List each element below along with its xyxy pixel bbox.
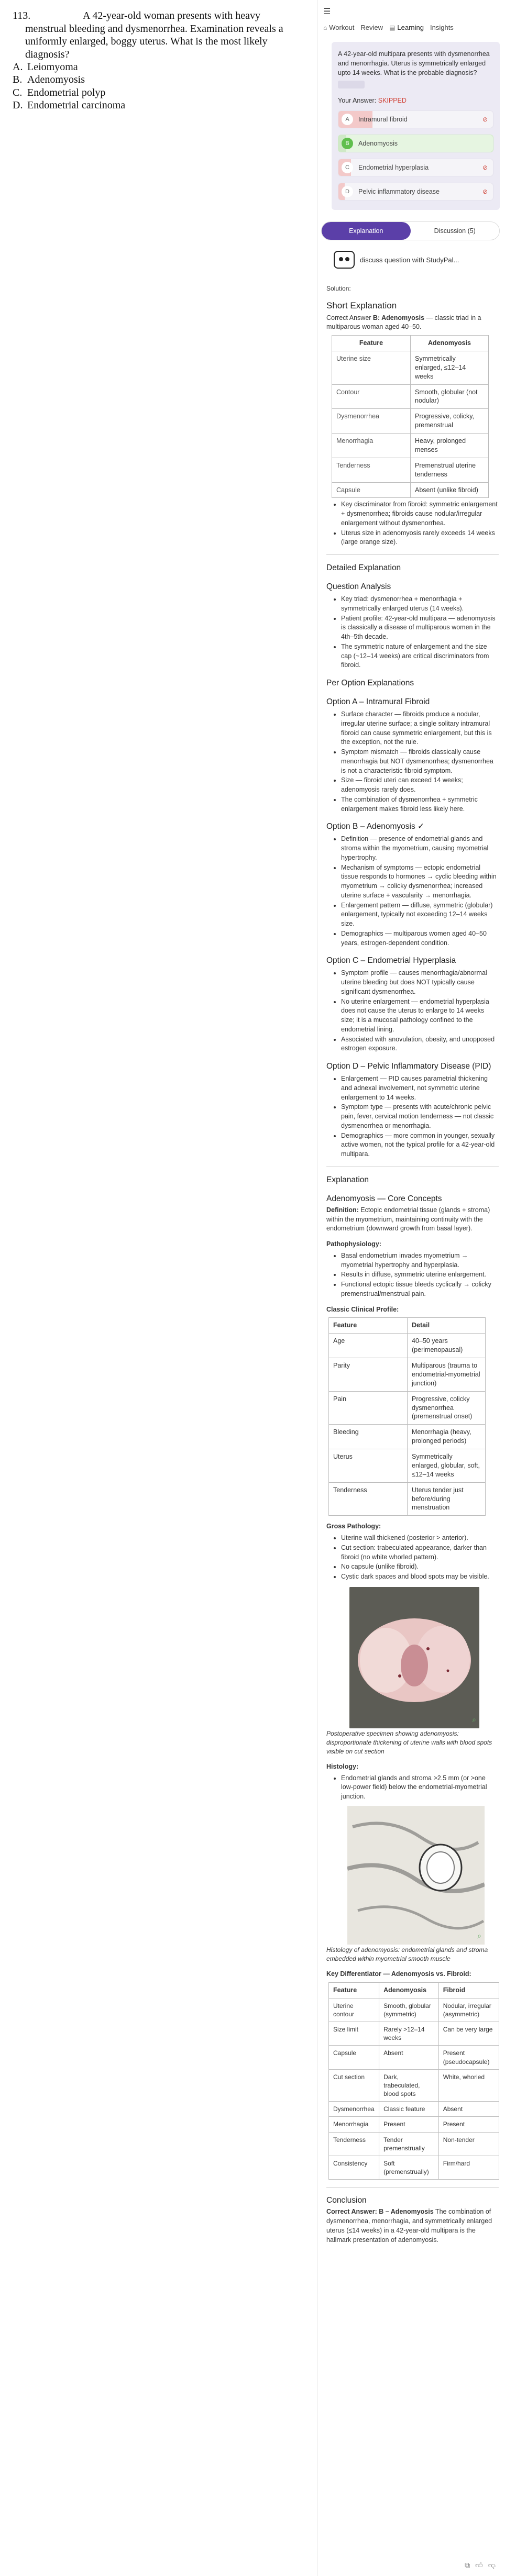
zoom-icon[interactable]: ⌕ — [472, 1715, 476, 1724]
your-answer: Your Answer: SKIPPED — [338, 97, 407, 105]
question-analysis-list: • Key triad: dysmenorrhea + menorrhagia + symmetrically enlarged uterus (14 weeks). • Patient profile: 42-year-old multipara — adenomyosis is classically a disease of multiparous women in the 4th–5th decade. • The symmetric nature of enlargement and the size cap (~12–14 weeks) are critical discriminators from fibroid. — [341, 595, 499, 670]
answer-option-b[interactable]: B Adenomyosis — [338, 135, 493, 152]
gross-caption: Postoperative specimen showing adenomyosis: disproportionate thickening of uterine walls with blood spots visible on cut section — [326, 1729, 492, 1755]
option-a-title: Option A – Intramural Fibroid — [326, 697, 430, 707]
tab-discussion[interactable]: Discussion (5) — [434, 227, 476, 235]
gross-pathology-list: • Uterine wall thickened (posterior > anterior). • Cut section: trabeculated appearance, darker than fibroid (no white whorled pattern). • No capsule (unlike fibroid). • Cystic dark spaces and blood spots may be visible. — [341, 1534, 499, 1582]
question-card-text: A 42-year-old multipara presents with dysmenorrhea and menorrhagia. Uterus is symmetrically enlarged upto 14 weeks. What is the probable diagnosis? — [338, 50, 490, 77]
option-b-list: • Definition — presence of endometrial glands and stroma within the myometrium, causing myometrial hypertrophy. • Mechanism of symptoms — ectopic endometrial tissue responds to hormones → cyclic bleeding within myometrium → colicky dysmenorrhea; increased uterine surface + vascularity → menorrhagia. • Enlargement pattern — diffuse, symmetric (globular) enlargement, typically not exceeding 12–14 weeks size. • Demographics — multiparous women aged 40–50 years, estrogen-dependent condition. — [341, 835, 499, 948]
tab-workout[interactable]: ⌂ Workout — [323, 24, 355, 31]
view-toggle — [321, 221, 500, 240]
explanation-title: Explanation — [326, 1175, 369, 1184]
copy-icon[interactable]: ⧉ — [465, 2561, 470, 2569]
answer-option-a[interactable]: A Intramural fibroid ⊘ — [338, 110, 493, 128]
gross-specimen-image[interactable] — [349, 1587, 479, 1728]
option-b-title: Option B – Adenomyosis ✓ — [326, 822, 425, 831]
answer-option-d[interactable]: D Pelvic inflammatory disease ⊘ — [338, 183, 493, 201]
wrong-icon: ⊘ — [482, 116, 488, 124]
option-a-list: • Surface character — fibroids produce a nodular, irregular uterine surface; a single solitary intramural fibroid can cause symmetric enlargement, but this is the exception, not the rule. • Symptom mismatch — fibroids classically cause menorrhagia but NOT dysmenorrhea; dysmenorrhea is not a characteristic fibroid symptom. • Size — fibroid uteri can exceed 14 weeks; adenomyosis rarely does. • The combination of dysmenorrhea + symmetric enlargement makes fibroid less likely here. — [341, 710, 499, 814]
scan-option-a: A. Leiomyoma — [13, 61, 78, 73]
short-explanation-text: Correct Answer B: Adenomyosis — classic triad in a multiparous woman aged 40–50. — [326, 314, 481, 331]
discuss-with-studypal[interactable]: discuss question with StudyPal... — [334, 251, 500, 269]
divider — [326, 554, 499, 555]
solution-label: Solution: — [326, 285, 351, 293]
histology-caption: Histology of adenomyosis: endometrial glands and stroma embedded within myometrial smooth muscle — [326, 1946, 488, 1962]
conclusion-text: Correct Answer: B – Adenomyosis The combination of dysmenorrhea, menorrhagia, and symmetrically enlarged uterus (≤14 weeks) in a 42-year-old multipara is the hallmark presentation of adenomyosis. — [326, 2208, 492, 2244]
option-d-title: Option D – Pelvic Inflammatory Disease (PID) — [326, 1062, 491, 1071]
thumbs-down-icon[interactable]: 👎︎ — [488, 2561, 496, 2569]
question-text: A 42-year-old woman presents with heavy menstrual bleeding and dysmenorrhea. Examination reveals a uniformly enlarged, boggy uterus. What is the most likely diagnosis? — [25, 10, 283, 60]
home-icon: ⌂ — [323, 24, 327, 31]
study-panel — [317, 0, 505, 2576]
histology-label: Histology: — [326, 1762, 359, 1770]
question-card — [332, 42, 500, 210]
core-concepts-title: Adenomyosis — Core Concepts — [326, 1194, 442, 1203]
date-badge — [338, 81, 365, 88]
pathophysiology-list: • Basal endometrium invades myometrium → myometrial hypertrophy and hyperplasia. • Results in diffuse, symmetric uterine enlargement. • Functional ectopic tissue bleeds cyclically → colicky premenstrual/menstrual pain. — [341, 1251, 499, 1299]
conclusion-title: Conclusion — [326, 2196, 367, 2205]
differentiator-label: Key Differentiator — Adenomyosis vs. Fibroid: — [326, 1970, 471, 1978]
histology-list: • Endometrial glands and stroma >2.5 mm (or >one low-power field) below the endometrial-myometrial junction. — [341, 1774, 499, 1802]
divider — [326, 2187, 499, 2188]
tab-learning[interactable]: ▤ Learning — [389, 24, 424, 31]
hamburger-icon[interactable]: ☰ — [323, 7, 331, 16]
definition: Definition: Ectopic endometrial tissue (glands + stroma) within the myometrium, maintaining continuity with the endometrium (downward growth from basal layer). — [326, 1206, 490, 1233]
option-c-title: Option C – Endometrial Hyperplasia — [326, 956, 456, 965]
option-d-list: • Enlargement — PID causes parametrial thickening and adnexal involvement, not symmetric uterine enlargement to 14 weeks. • Symptom type — presents with acute/chronic pelvic pain, fever, cervical motion tenderness — not classic dysmenorrhea or menorrhagia. • Demographics — more common in younger, sexually active women, not the typical profile for a 42-year-old multipara. — [341, 1074, 499, 1159]
thumbs-up-icon[interactable]: 👍︎ — [475, 2561, 483, 2569]
clinical-profile-label: Classic Clinical Profile: — [326, 1305, 399, 1313]
top-nav — [318, 0, 505, 37]
histology-image[interactable] — [347, 1806, 485, 1945]
clinical-profile-table: Feature Detail Age 40–50 years (perimenopausal) Parity Multiparous (trauma to endometrial-myometrial junction) Pain Progressive, colicky dysmenorrhea (premenstrual onset) Bleeding Menorrhagia (heavy, prolonged periods) Uterus Symmetrically enlarged, globular, soft, ≤12–14 weeks Tenderness Uterus tender just before/during menstruation — [328, 1317, 486, 1516]
gross-pathology-label: Gross Pathology: — [326, 1523, 381, 1530]
answer-option-c[interactable]: C Endometrial hyperplasia ⊘ — [338, 159, 493, 176]
answer-status: SKIPPED — [378, 97, 407, 105]
wrong-icon: ⊘ — [482, 164, 488, 172]
scanned-question — [0, 0, 314, 112]
tab-review[interactable]: Review — [360, 24, 383, 31]
specimen-drawing — [349, 1587, 479, 1728]
option-c-list: • Symptom profile — causes menorrhagia/abnormal uterine bleeding but does NOT typically cause significant dysmenorrhea. • No uterine enlargement — endometrial hyperplasia does not cause the uterus to enlarge to 14 weeks size; it is a mucosal pathology confined to the endometrial lining. • Associated with anovulation, obesity, and unopposed estrogen exposure. — [341, 969, 499, 1053]
explanation-content — [318, 284, 505, 2245]
pathophysiology-label: Pathophysiology: — [326, 1240, 381, 1248]
histology-drawing — [347, 1806, 485, 1945]
scan-option-c: C. Endometrial polyp — [13, 86, 106, 98]
differentiator-table: Feature Adenomyosis Fibroid Uterine contour Smooth, globular (symmetric) Nodular, irregular (asymmetric) Size limit Rarely >12–14 weeks Can be very large Capsule Absent Present (pseudocapsule) Cut section Dark, trabeculated, blood spots White, whorled Dysmenorrhea Classic feature Absent Menorrhagia Present Present Tenderness Tender premenstrually Non-tender Consistency Soft (premenstrually) Firm/hard — [328, 1982, 499, 2180]
tab-insights[interactable]: Insights — [430, 24, 454, 31]
short-explanation-title: Short Explanation — [326, 301, 397, 311]
wrong-icon: ⊘ — [482, 188, 488, 196]
scan-option-b: B. Adenomyosis — [13, 74, 85, 86]
question-analysis-title: Question Analysis — [326, 582, 391, 592]
detailed-title: Detailed Explanation — [326, 563, 401, 573]
zoom-icon[interactable]: ⌕ — [477, 1931, 481, 1940]
short-table: Feature Adenomyosis Uterine size Symmetrically enlarged, ≤12–14 weeks Contour Smooth, globular (not nodular) Dysmenorrhea Progressive, colicky, premenstrual Menorrhagia Heavy, prolonged menses Tenderness Premenstrual uterine tenderness Capsule Absent (unlike fibroid) — [332, 335, 489, 498]
question-number: 113. — [13, 10, 31, 21]
tab-explanation[interactable]: Explanation — [322, 222, 411, 240]
book-icon: ▤ — [389, 24, 396, 31]
scan-option-d: D. Endometrial carcinoma — [13, 99, 126, 112]
per-option-title: Per Option Explanations — [326, 679, 414, 688]
robot-icon — [334, 251, 355, 269]
key-points: • Key discriminator from fibroid: symmetric enlargement + dysmenorrhea; fibroids cause nodular/irregular enlargement without dysmenorrhea. • Uterus size in adenomyosis rarely exceeds 14 weeks (large orange size). — [341, 500, 499, 547]
feedback-bar — [465, 2561, 496, 2570]
